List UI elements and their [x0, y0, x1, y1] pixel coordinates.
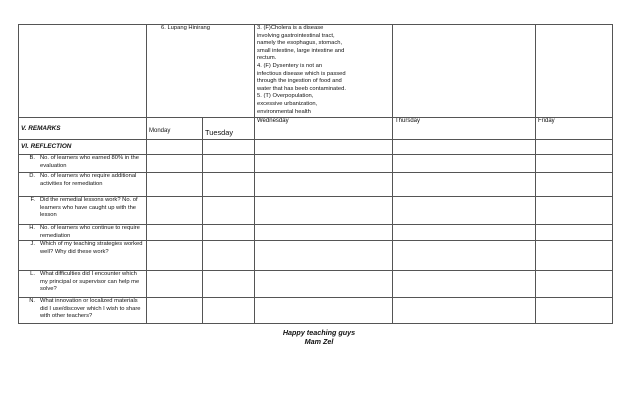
empty-cell — [147, 241, 203, 271]
empty-cell — [147, 298, 203, 324]
item-letter: J. — [30, 241, 35, 248]
reflection-item — [19, 173, 147, 197]
item-text: Did the remedial lessons work? No. of learners who have caught up with the lesson — [40, 197, 138, 219]
day-thursday: Thursday — [393, 118, 536, 140]
reflection-item — [19, 241, 147, 271]
empty-cell — [255, 298, 393, 324]
quiz-line: infectious disease which is passed — [257, 70, 346, 77]
empty-cell — [147, 140, 203, 155]
reflection-item — [19, 225, 147, 241]
empty-cell — [393, 197, 536, 225]
item-letter: N. — [29, 298, 35, 305]
empty-cell — [203, 140, 255, 155]
reflection-item-row — [19, 241, 613, 271]
reflection-item-row — [19, 225, 613, 241]
item-text: Which of my teaching strategies worked well? Why did these work? — [40, 241, 143, 255]
day-friday: Friday — [536, 118, 613, 140]
reflection-item — [19, 155, 147, 173]
reflection-item — [19, 197, 147, 225]
reflection-item — [19, 298, 147, 324]
empty-cell — [255, 197, 393, 225]
empty-cell — [393, 140, 536, 155]
empty-cell — [147, 155, 203, 173]
reflection-label: VI. REFLECTION — [19, 140, 147, 155]
empty-cell — [393, 225, 536, 241]
top-row — [19, 25, 613, 118]
empty-cell — [255, 271, 393, 298]
empty-cell — [536, 225, 613, 241]
empty-cell — [255, 155, 393, 173]
item-letter: D. — [29, 173, 35, 179]
quiz-line: 3. (F)Cholera is a disease — [257, 25, 324, 31]
quiz-line: excessive urbanization, — [257, 100, 318, 107]
quiz-line: through the ingestion of food and — [257, 78, 342, 85]
empty-cell — [255, 225, 393, 241]
song-item: 6. Lupang Hinirang — [161, 25, 210, 31]
item-letter: L. — [30, 271, 35, 278]
day-monday: Monday — [147, 118, 203, 140]
empty-cell — [536, 241, 613, 271]
top-thursday-cell — [393, 25, 536, 118]
top-left-cell — [19, 25, 147, 118]
empty-cell — [147, 225, 203, 241]
quiz-line: involving gastrointestinal tract, — [257, 32, 335, 39]
quiz-line: small intestine, large intestine and — [257, 47, 345, 54]
empty-cell — [536, 197, 613, 225]
empty-cell — [203, 173, 255, 197]
quiz-line: water that has beeb contaminated. — [257, 85, 346, 92]
empty-cell — [203, 271, 255, 298]
empty-cell — [536, 298, 613, 324]
empty-cell — [255, 173, 393, 197]
day-tuesday: Tuesday — [203, 118, 255, 140]
empty-cell — [203, 155, 255, 173]
reflection-item — [19, 271, 147, 298]
top-friday-cell — [536, 25, 613, 118]
item-letter: F. — [30, 197, 35, 203]
quiz-line: 5. (T) Overpopulation, — [257, 93, 314, 100]
quiz-line: 4. (F) Dysentery is not an — [257, 62, 323, 69]
lesson-log-table — [18, 24, 613, 324]
empty-cell — [203, 298, 255, 324]
remarks-label: V. REMARKS — [19, 118, 147, 140]
empty-cell — [203, 241, 255, 271]
empty-cell — [393, 241, 536, 271]
quiz-line: rectum. — [257, 55, 277, 62]
quiz-line: namely the esophagus, stomach, — [257, 40, 343, 47]
day-wednesday: Wednesday — [255, 118, 393, 140]
reflection-item-row — [19, 155, 613, 173]
empty-cell — [393, 155, 536, 173]
empty-cell — [255, 241, 393, 271]
empty-cell — [147, 173, 203, 197]
reflection-row — [19, 140, 613, 155]
quiz-line: environmental health — [257, 108, 311, 115]
item-letter: B. — [29, 155, 35, 161]
remarks-row — [19, 118, 613, 140]
reflection-item-row — [19, 173, 613, 197]
empty-cell — [536, 155, 613, 173]
empty-cell — [203, 197, 255, 225]
footer-signature: Mam Zel — [304, 337, 334, 346]
empty-cell — [203, 225, 255, 241]
quiz-items-cell — [255, 25, 393, 118]
empty-cell — [393, 298, 536, 324]
empty-cell — [536, 140, 613, 155]
footer-greeting: Happy teaching guys — [282, 328, 356, 337]
empty-cell — [536, 173, 613, 197]
empty-cell — [147, 271, 203, 298]
item-text: No. of learners who earned 80% in the evaluation — [40, 155, 139, 169]
item-text: No. of learners who continue to require remediation — [40, 225, 140, 239]
item-letter: H. — [29, 225, 35, 231]
empty-cell — [147, 197, 203, 225]
item-text: No. of learners who require additional activities for remediation — [40, 173, 137, 187]
empty-cell — [255, 140, 393, 155]
reflection-item-row — [19, 271, 613, 298]
item-text: What difficulties did I encounter which my principal or supervisor can help me solve? — [40, 271, 140, 293]
top-monday-cell — [147, 25, 255, 118]
reflection-item-row — [19, 197, 613, 225]
empty-cell — [393, 173, 536, 197]
item-text: What innovation or localized materials did I use/discover which I wish to share with other teachers? — [40, 298, 141, 320]
empty-cell — [393, 271, 536, 298]
empty-cell — [536, 271, 613, 298]
reflection-item-row — [19, 298, 613, 324]
